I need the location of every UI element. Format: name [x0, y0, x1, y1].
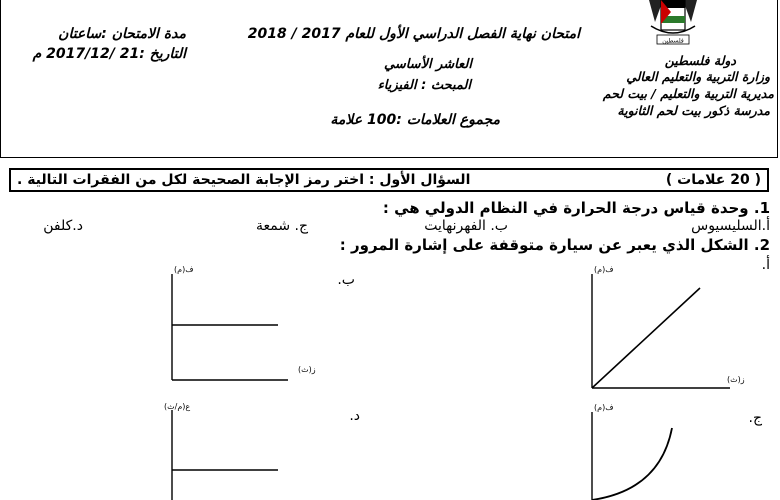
item1-stem: 1. وحدة قياس درجة الحرارة في النظام الدولي هي :	[382, 199, 770, 217]
graph-b-y-label: ف(م)	[174, 265, 194, 274]
graph-c-y-label: ف(م)	[594, 403, 614, 412]
total-marks: مجموع العلامات :100 علامة	[330, 112, 500, 128]
graph-d	[160, 400, 320, 500]
item1-option-b: ب. الفهرنهايت	[424, 218, 508, 234]
item2-label-c: ج.	[748, 410, 762, 426]
exam-title: امتحان نهاية الفصل الدراسي الأول للعام 2017 / 2018	[247, 26, 580, 42]
graph-a-x-label: ز(ث)	[727, 375, 745, 384]
graph-a-y-label: ف(م)	[594, 265, 614, 274]
item1-option-d: د.كلفن	[43, 218, 83, 234]
header-school: مدرسة ذكور بيت لحم الثانوية	[617, 103, 770, 118]
graph-c	[580, 400, 700, 500]
header-directorate: مديرية التربية والتعليم / بيت لحم	[602, 86, 774, 101]
header-state: دولة فلسطين	[664, 53, 736, 68]
item2-label-a: أ.	[761, 257, 770, 273]
item1-option-a: أ.السليسيوس	[691, 218, 770, 234]
item2-label-b: ب.	[337, 272, 355, 288]
item2-stem: 2. الشكل الذي يعبر عن سيارة متوقفة على إشارة المرور :	[339, 236, 770, 254]
graph-d-y-label: ع(م/ث)	[164, 402, 191, 411]
exam-date: التاريخ :21 /2017/12 م	[32, 46, 186, 62]
exam-duration: مدة الامتحان :ساعتان	[58, 26, 186, 42]
item1-option-c: ج. شمعة	[255, 218, 308, 234]
question1-marks: ( 20 علامات )	[665, 172, 761, 188]
item2-label-d: د.	[349, 408, 360, 424]
question1-bar	[9, 168, 769, 192]
graph-b	[160, 262, 320, 382]
graph-b-x-label: ز(ث)	[298, 365, 316, 374]
question1-title: السؤال الأول : اختر رمز الإجابة الصحيحة لكل من الفقرات التالية .	[17, 172, 471, 188]
header-ministry: وزارة التربية والتعليم العالي	[626, 69, 770, 84]
subject-label: المبحث : الفيزياء	[377, 78, 471, 93]
svg-text:فلسطين: فلسطين	[662, 37, 684, 45]
graph-a	[580, 262, 760, 392]
palestine-emblem-icon	[645, 0, 701, 52]
grade-label: العاشر الأساسي	[383, 57, 472, 72]
